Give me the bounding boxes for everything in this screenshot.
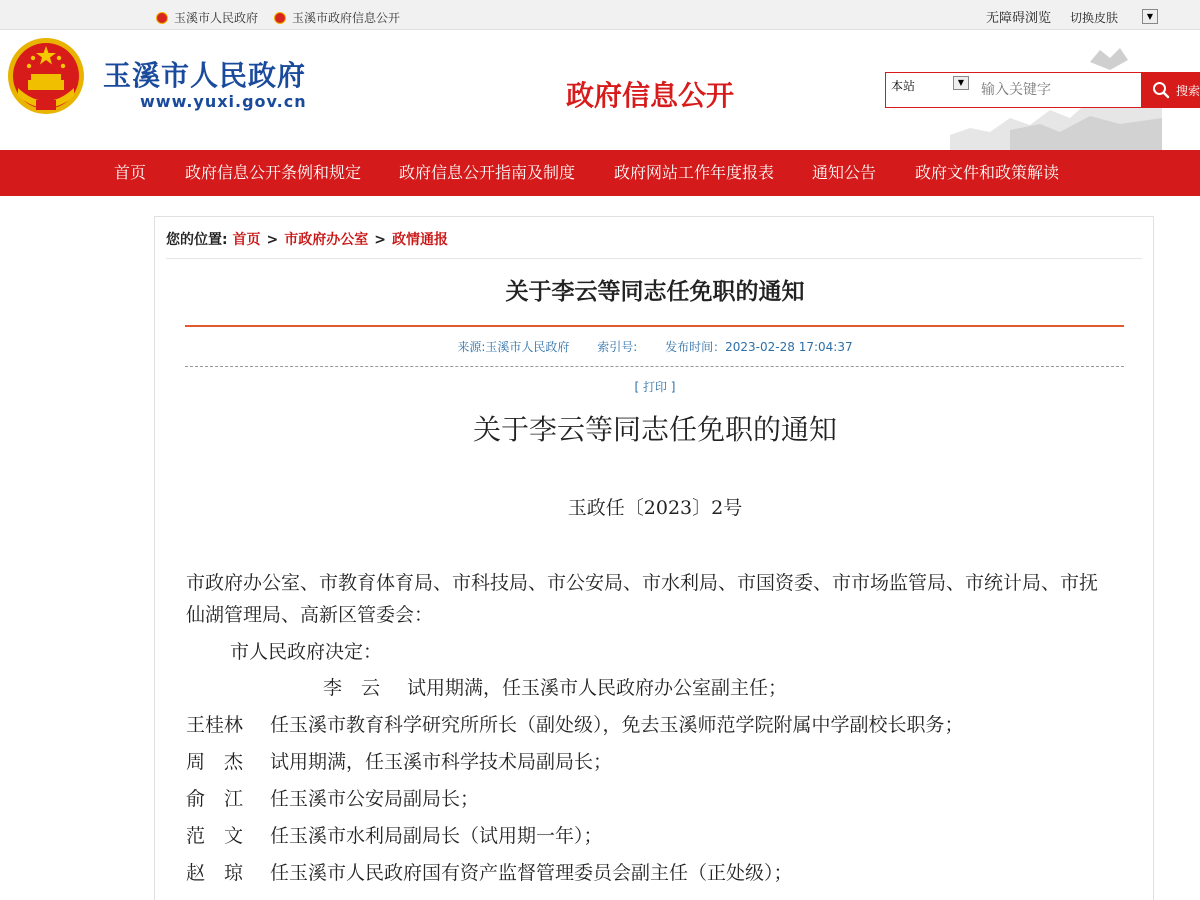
appointment-text: 任玉溪市公安局副局长； — [270, 788, 480, 810]
appointment-row — [186, 747, 612, 774]
breadcrumb — [166, 229, 448, 249]
appointment-text: 试用期满，任玉溪市科学技术局副局长； — [270, 751, 613, 773]
topbar-link-label: 玉溪市政府信息公开 — [292, 11, 401, 25]
decision-intro: 市人民政府决定： — [230, 641, 383, 663]
breadcrumb-office[interactable]: 市政府办公室 — [284, 232, 369, 248]
search-button-label: 搜索 — [1176, 83, 1200, 98]
top-utility-bar — [0, 0, 1200, 30]
search-icon — [1152, 81, 1170, 99]
article-meta — [155, 338, 1155, 355]
topbar-link-label: 玉溪市人民政府 — [174, 11, 259, 25]
breadcrumb-label: 您的位置: — [166, 232, 228, 248]
topbar-link-government[interactable] — [156, 9, 258, 26]
chevron-down-icon[interactable]: ▼ — [953, 76, 969, 90]
nav-item-guide[interactable]: 政府信息公开指南及制度 — [399, 163, 576, 182]
appointment-row — [186, 858, 793, 885]
skin-switch-label[interactable]: 切换皮肤 — [1070, 11, 1119, 25]
site-name: 玉溪市人民政府 — [103, 59, 307, 92]
breadcrumb-separator: > — [266, 232, 279, 248]
title-divider — [185, 325, 1124, 327]
article-title: 关于李云等同志任免职的通知 — [505, 279, 805, 305]
recipients-paragraph: 市政府办公室、市教育体育局、市科技局、市公安局、市水利局、市国资委、市市场监管局、市统计局、市抚仙湖管理局、高新区管委会： — [186, 572, 1099, 626]
site-header — [0, 30, 1200, 150]
site-url: www.yuxi.gov.cn — [140, 92, 307, 111]
appointee-name: 周 杰 — [186, 751, 244, 773]
national-emblem-logo — [6, 36, 86, 118]
document-title: 关于李云等同志任免职的通知 — [472, 413, 837, 446]
search-scope-select[interactable] — [885, 72, 971, 108]
emblem-icon — [274, 12, 286, 24]
accessibility-link[interactable]: 无障碍浏览 — [986, 11, 1052, 26]
nav-item-home[interactable]: 首页 — [114, 163, 147, 182]
nav-item-policy-docs[interactable]: 政府文件和政策解读 — [915, 163, 1060, 182]
breadcrumb-home[interactable]: 首页 — [232, 232, 261, 248]
content-panel — [154, 216, 1154, 900]
breadcrumb-bulletin[interactable]: 政情通报 — [391, 232, 448, 248]
search-input[interactable] — [971, 72, 1142, 108]
appointment-row — [186, 784, 479, 811]
print-link[interactable]: [ 打印 ] — [634, 380, 676, 394]
appointment-row — [323, 673, 787, 700]
appointee-name: 范 文 — [186, 825, 244, 847]
appointee-name: 赵 琼 — [186, 862, 244, 884]
divider — [166, 258, 1142, 259]
appointee-name: 王桂林 — [186, 714, 244, 736]
appointment-row — [186, 821, 603, 848]
meta-divider — [185, 366, 1124, 367]
emblem-icon — [156, 12, 168, 24]
main-nav — [0, 150, 1200, 196]
nav-item-notices[interactable]: 通知公告 — [812, 163, 877, 182]
appointee-name: 俞 江 — [186, 788, 244, 810]
search-bar — [885, 72, 1200, 108]
appointment-text: 任玉溪市人民政府国有资产监督管理委员会副主任（正处级）； — [270, 862, 793, 884]
article-published: 发布时间：2023-02-28 17:04:37 — [665, 340, 853, 354]
appointment-text: 任玉溪市水利局副局长（试用期一年）； — [270, 825, 603, 847]
document-number: 玉政任〔2023〕2号 — [567, 497, 743, 519]
portal-title: 政府信息公开 — [566, 79, 735, 112]
nav-item-annual-report[interactable]: 政府网站工作年度报表 — [614, 163, 775, 182]
skin-dropdown-icon[interactable]: ▼ — [1142, 9, 1158, 24]
search-scope-value: 本站 — [891, 79, 916, 93]
article-source: 来源:玉溪市人民政府 — [457, 340, 570, 354]
appointment-row — [186, 710, 964, 737]
appointment-text: 试用期满，任玉溪市人民政府办公室副主任； — [407, 677, 788, 699]
breadcrumb-separator: > — [374, 232, 386, 248]
appointee-name: 李 云 — [323, 677, 381, 699]
topbar-link-info-disclosure[interactable] — [274, 9, 400, 26]
search-button[interactable] — [1142, 72, 1200, 108]
article-index: 索引号: — [597, 340, 638, 354]
appointment-text: 任玉溪市教育科学研究所所长（副处级），免去玉溪师范学院附属中学副校长职务； — [270, 714, 964, 736]
nav-item-regulations[interactable]: 政府信息公开条例和规定 — [185, 163, 362, 182]
